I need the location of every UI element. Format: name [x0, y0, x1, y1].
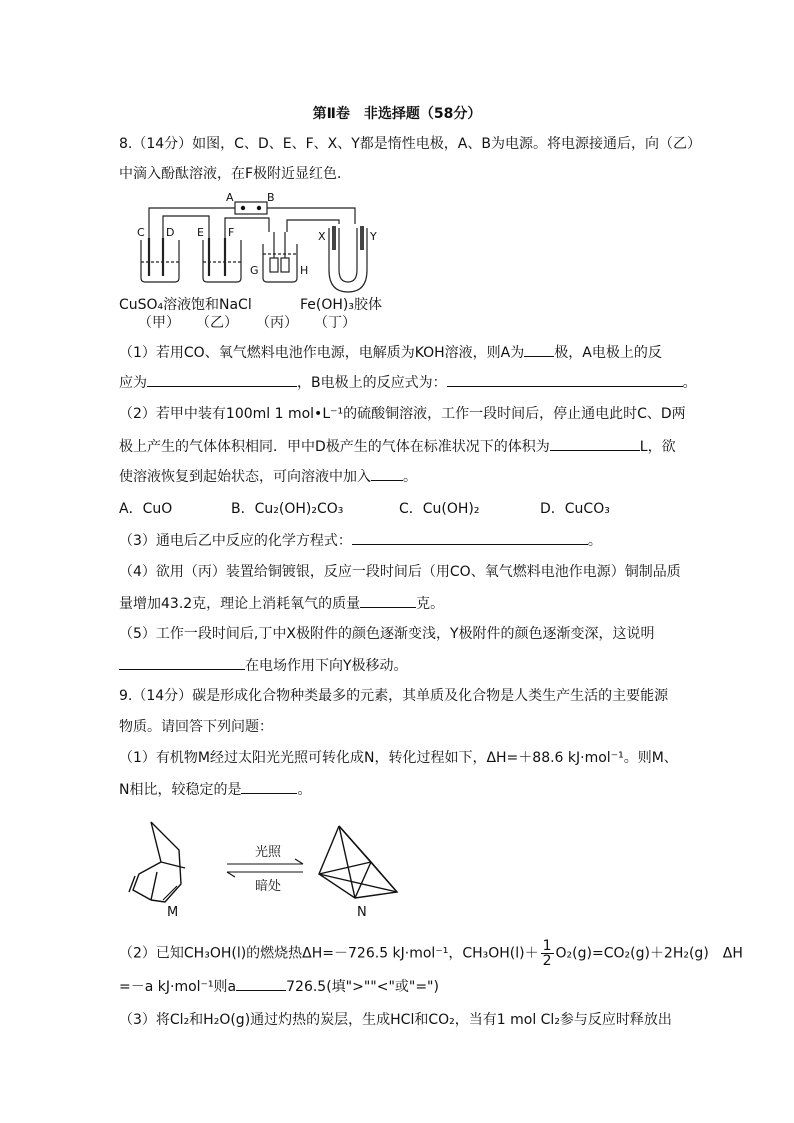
fraction-numerator: 1: [542, 938, 552, 954]
answer-blank-b-reaction[interactable]: [447, 372, 683, 387]
label-F: F: [228, 226, 235, 239]
q8-part1-text-a: （1）若用CO、氧气燃料电池作电源，电解质为KOH溶液，则A为: [119, 345, 525, 361]
answer-blank-compare[interactable]: [236, 976, 286, 991]
q8-part4-line1: （4）欲用（丙）装置给铜镀银，反应一段时间后（用CO、氧气燃料电池作电源）铜制品质: [119, 564, 681, 580]
q8-part3-text-b: 。: [587, 533, 602, 549]
solution-label-nacl: 饱和NaCl: [191, 297, 252, 313]
q8-part5-line2: [119, 655, 408, 676]
molecule-m: [129, 822, 185, 902]
answer-blank-a-reaction[interactable]: [147, 372, 297, 387]
fraction-one-half: [541, 939, 554, 968]
answer-blank-migration[interactable]: [119, 655, 245, 670]
q8-part1-text-c: 应为: [119, 375, 147, 391]
q9-part2-text-a: （2）已知CH₃OH(l)的燃烧热ΔH=－726.5 kJ·mol⁻¹，CH₃OH(l)＋: [119, 945, 539, 962]
label-n: N: [357, 905, 367, 920]
q8-part1-text-d: ，B电极上的反应式为：: [297, 375, 447, 391]
q9-stem-line1: 9.（14分）碳是形成化合物种类最多的元素，其单质及化合物是人类生产生活的主要能源: [119, 688, 669, 704]
molecule-n: [319, 826, 397, 898]
q9-part2-text-d: 726.5(填">""<"或"="): [286, 979, 439, 995]
q8-part2-text-b: 极上产生的气体体积相同．甲中D极产生的气体在标准状况下的体积为: [119, 439, 550, 455]
q9-part1-line2: [119, 779, 311, 800]
q8-part2-text-e: 。: [403, 469, 417, 485]
q8-part2-line2: [119, 436, 676, 457]
label-E: E: [197, 226, 204, 239]
fraction-denominator: 2: [542, 953, 552, 969]
option-d[interactable]: D．CuCO₃: [540, 501, 610, 517]
option-a[interactable]: A．CuO: [119, 501, 173, 517]
answer-blank-equation[interactable]: [352, 530, 588, 545]
q8-part1-text-e: 。: [682, 375, 697, 391]
label-H: H: [300, 264, 309, 277]
condition-dark: 暗处: [255, 879, 282, 894]
q9-part1-text-c: 。: [297, 782, 312, 798]
q9-part2-line2: [119, 976, 439, 997]
q8-part2-line1: （2）若甲中装有100ml 1 mol•L⁻¹的硫酸铜溶液，工作一段时间后，停止通电此时C、D两: [119, 406, 686, 422]
isomerization-reaction-diagram: [119, 812, 449, 924]
option-c[interactable]: C．Cu(OH)₂: [399, 501, 480, 517]
answer-blank-additive[interactable]: [371, 466, 403, 481]
q9-part1-text-b: N相比，较稳定的是: [119, 782, 242, 798]
label-G: G: [250, 264, 259, 277]
beaker-tag-bing: （丙）: [256, 315, 298, 331]
q8-part5-text-b: 在电场作用下向Y极移动。: [245, 658, 408, 674]
q9-part2-line1: [119, 939, 743, 968]
label-A: A: [226, 191, 234, 204]
q9-stem-line2: 物质。请回答下列问题：: [119, 719, 273, 735]
q9-part2-text-b: O₂(g)=CO₂(g)＋2H₂(g) ΔH: [555, 945, 743, 962]
q8-part1-text-b: 极，A电极上的反: [554, 345, 662, 361]
label-B: B: [267, 191, 275, 204]
label-m: M: [167, 905, 179, 920]
q8-part1-line1: [119, 342, 662, 363]
option-b[interactable]: B．Cu₂(OH)₂CO₃: [231, 501, 344, 517]
q8-part2-line3: [119, 466, 417, 487]
section-title: 第Ⅱ卷 非选择题（58分）: [312, 106, 482, 122]
answer-blank-gas-volume[interactable]: [550, 436, 640, 451]
label-C: C: [137, 226, 145, 239]
q9-part2-text-c: =－a kJ·mol⁻¹则a: [119, 979, 237, 995]
q9-part1-line1: （1）有机物M经过太阳光光照可转化成N，转化过程如下，ΔH=＋88.6 kJ·mol⁻¹。则M、: [119, 750, 678, 766]
q9-part3-line1: （3）将Cl₂和H₂O(g)通过灼热的炭层，生成HCl和CO₂，当有1 mol Cl₂参与反应时释放出: [119, 1012, 672, 1028]
q8-part2-text-c: L，欲: [639, 439, 676, 455]
label-X: X: [318, 230, 326, 243]
equilibrium-arrows: [227, 859, 303, 877]
beaker-tag-jia: （甲）: [138, 315, 180, 331]
answer-blank-oxygen-mass[interactable]: [360, 593, 416, 608]
q8-part4-text-c: 克。: [416, 596, 445, 612]
q8-part2-text-d: 使溶液恢复到起始状态，可向溶液中加入: [119, 469, 371, 485]
q8-part3-line: [119, 530, 602, 551]
answer-blank-a-pole[interactable]: [524, 342, 554, 357]
solution-label-feoh3: Fe(OH)₃胶体: [300, 297, 382, 313]
q8-part5-line1: （5）工作一段时间后,丁中X极附件的颜色逐渐变浅，Y极附件的颜色逐渐变深，这说明: [119, 626, 655, 642]
q8-stem-line2: 中滴入酚酞溶液，在F极附近显红色．: [119, 166, 352, 182]
q8-part3-text-a: （3）通电后乙中反应的化学方程式：: [119, 533, 352, 549]
beaker-tag-ding: （丁）: [314, 315, 356, 331]
label-D: D: [166, 226, 175, 239]
condition-light: 光照: [255, 845, 282, 860]
beaker-tag-yi: （乙）: [196, 315, 238, 331]
q8-part4-text-b: 量增加43.2克，理论上消耗氧气的质量: [119, 596, 361, 612]
q8-stem-line1: 8.（14分）如图，C、D、E、F、X、Y都是惰性电极，A、B为电源。将电源接通后，向（乙）: [119, 136, 701, 152]
q8-part1-line2: [119, 372, 697, 393]
q8-part4-line2: [119, 593, 444, 614]
answer-blank-stable[interactable]: [241, 779, 297, 794]
label-Y: Y: [370, 230, 377, 243]
solution-label-cuso4: CuSO₄溶液: [119, 297, 192, 313]
